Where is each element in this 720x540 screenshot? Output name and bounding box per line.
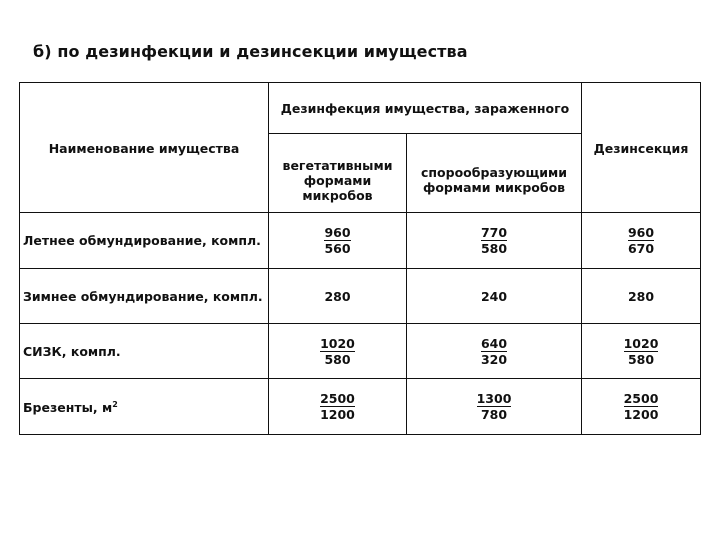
- header-spore: [407, 134, 582, 213]
- value-bottom: 580: [324, 351, 351, 367]
- cell-spore: 240: [407, 269, 582, 324]
- row-name-text: Брезенты, м: [23, 400, 113, 416]
- value-bottom: 1200: [623, 407, 659, 422]
- value-bottom: 1200: [320, 407, 355, 422]
- table-row: [20, 324, 701, 379]
- value-top: 960: [324, 225, 351, 240]
- value-bottom: 580: [480, 241, 508, 256]
- row-name: [20, 379, 269, 435]
- row-name: СИЗК, компл.: [20, 324, 269, 379]
- header-spore-label: спорообразующими формами микробов: [421, 165, 567, 195]
- value-top: 960: [627, 225, 655, 240]
- cell-spore: [407, 379, 582, 435]
- value-top: 1300: [476, 391, 512, 406]
- row-name: Зимнее обмундирование, компл.: [20, 269, 269, 324]
- superscript: 2: [112, 400, 118, 410]
- value-top: 2500: [320, 391, 355, 406]
- cell-vegetative: [269, 324, 407, 379]
- cell-disinsection: [582, 324, 701, 379]
- value-bottom: 580: [627, 351, 655, 367]
- cell-disinsection: 280: [582, 269, 701, 324]
- table-row: [20, 269, 701, 324]
- value-top: 1020: [623, 335, 659, 351]
- value-bottom: 320: [480, 351, 508, 367]
- cell-spore: [407, 213, 582, 269]
- header-disinfection-group: Дезинфекция имущества, зараженного: [269, 83, 582, 134]
- header-disinsection: [582, 83, 701, 213]
- value-bottom: 670: [627, 241, 655, 256]
- cell-vegetative: [269, 379, 407, 435]
- cell-vegetative: 280: [269, 269, 407, 324]
- value-bottom: 780: [480, 407, 508, 422]
- table-row: [20, 379, 701, 435]
- disinfection-table: [19, 82, 701, 435]
- value-bottom: 560: [324, 241, 351, 256]
- header-vegetative: [269, 134, 407, 213]
- header-name-label: Наименование имущества: [48, 141, 240, 156]
- cell-spore: [407, 324, 582, 379]
- header-vegetative-label: вегетативными формами микробов: [282, 157, 393, 203]
- cell-vegetative: [269, 213, 407, 269]
- value-top: 2500: [623, 391, 659, 406]
- header-name: [20, 83, 269, 213]
- value-top: 770: [480, 225, 508, 240]
- table-row: [20, 213, 701, 269]
- value-top: 1020: [320, 335, 355, 351]
- page-title: б) по дезинфекции и дезинсекции имущества: [33, 42, 468, 61]
- value-top: 640: [480, 335, 508, 351]
- cell-disinsection: [582, 213, 701, 269]
- row-name: Летнее обмундирование, компл.: [20, 213, 269, 269]
- cell-disinsection: [582, 379, 701, 435]
- header-disinsection-label: Дезинсекция: [593, 141, 689, 156]
